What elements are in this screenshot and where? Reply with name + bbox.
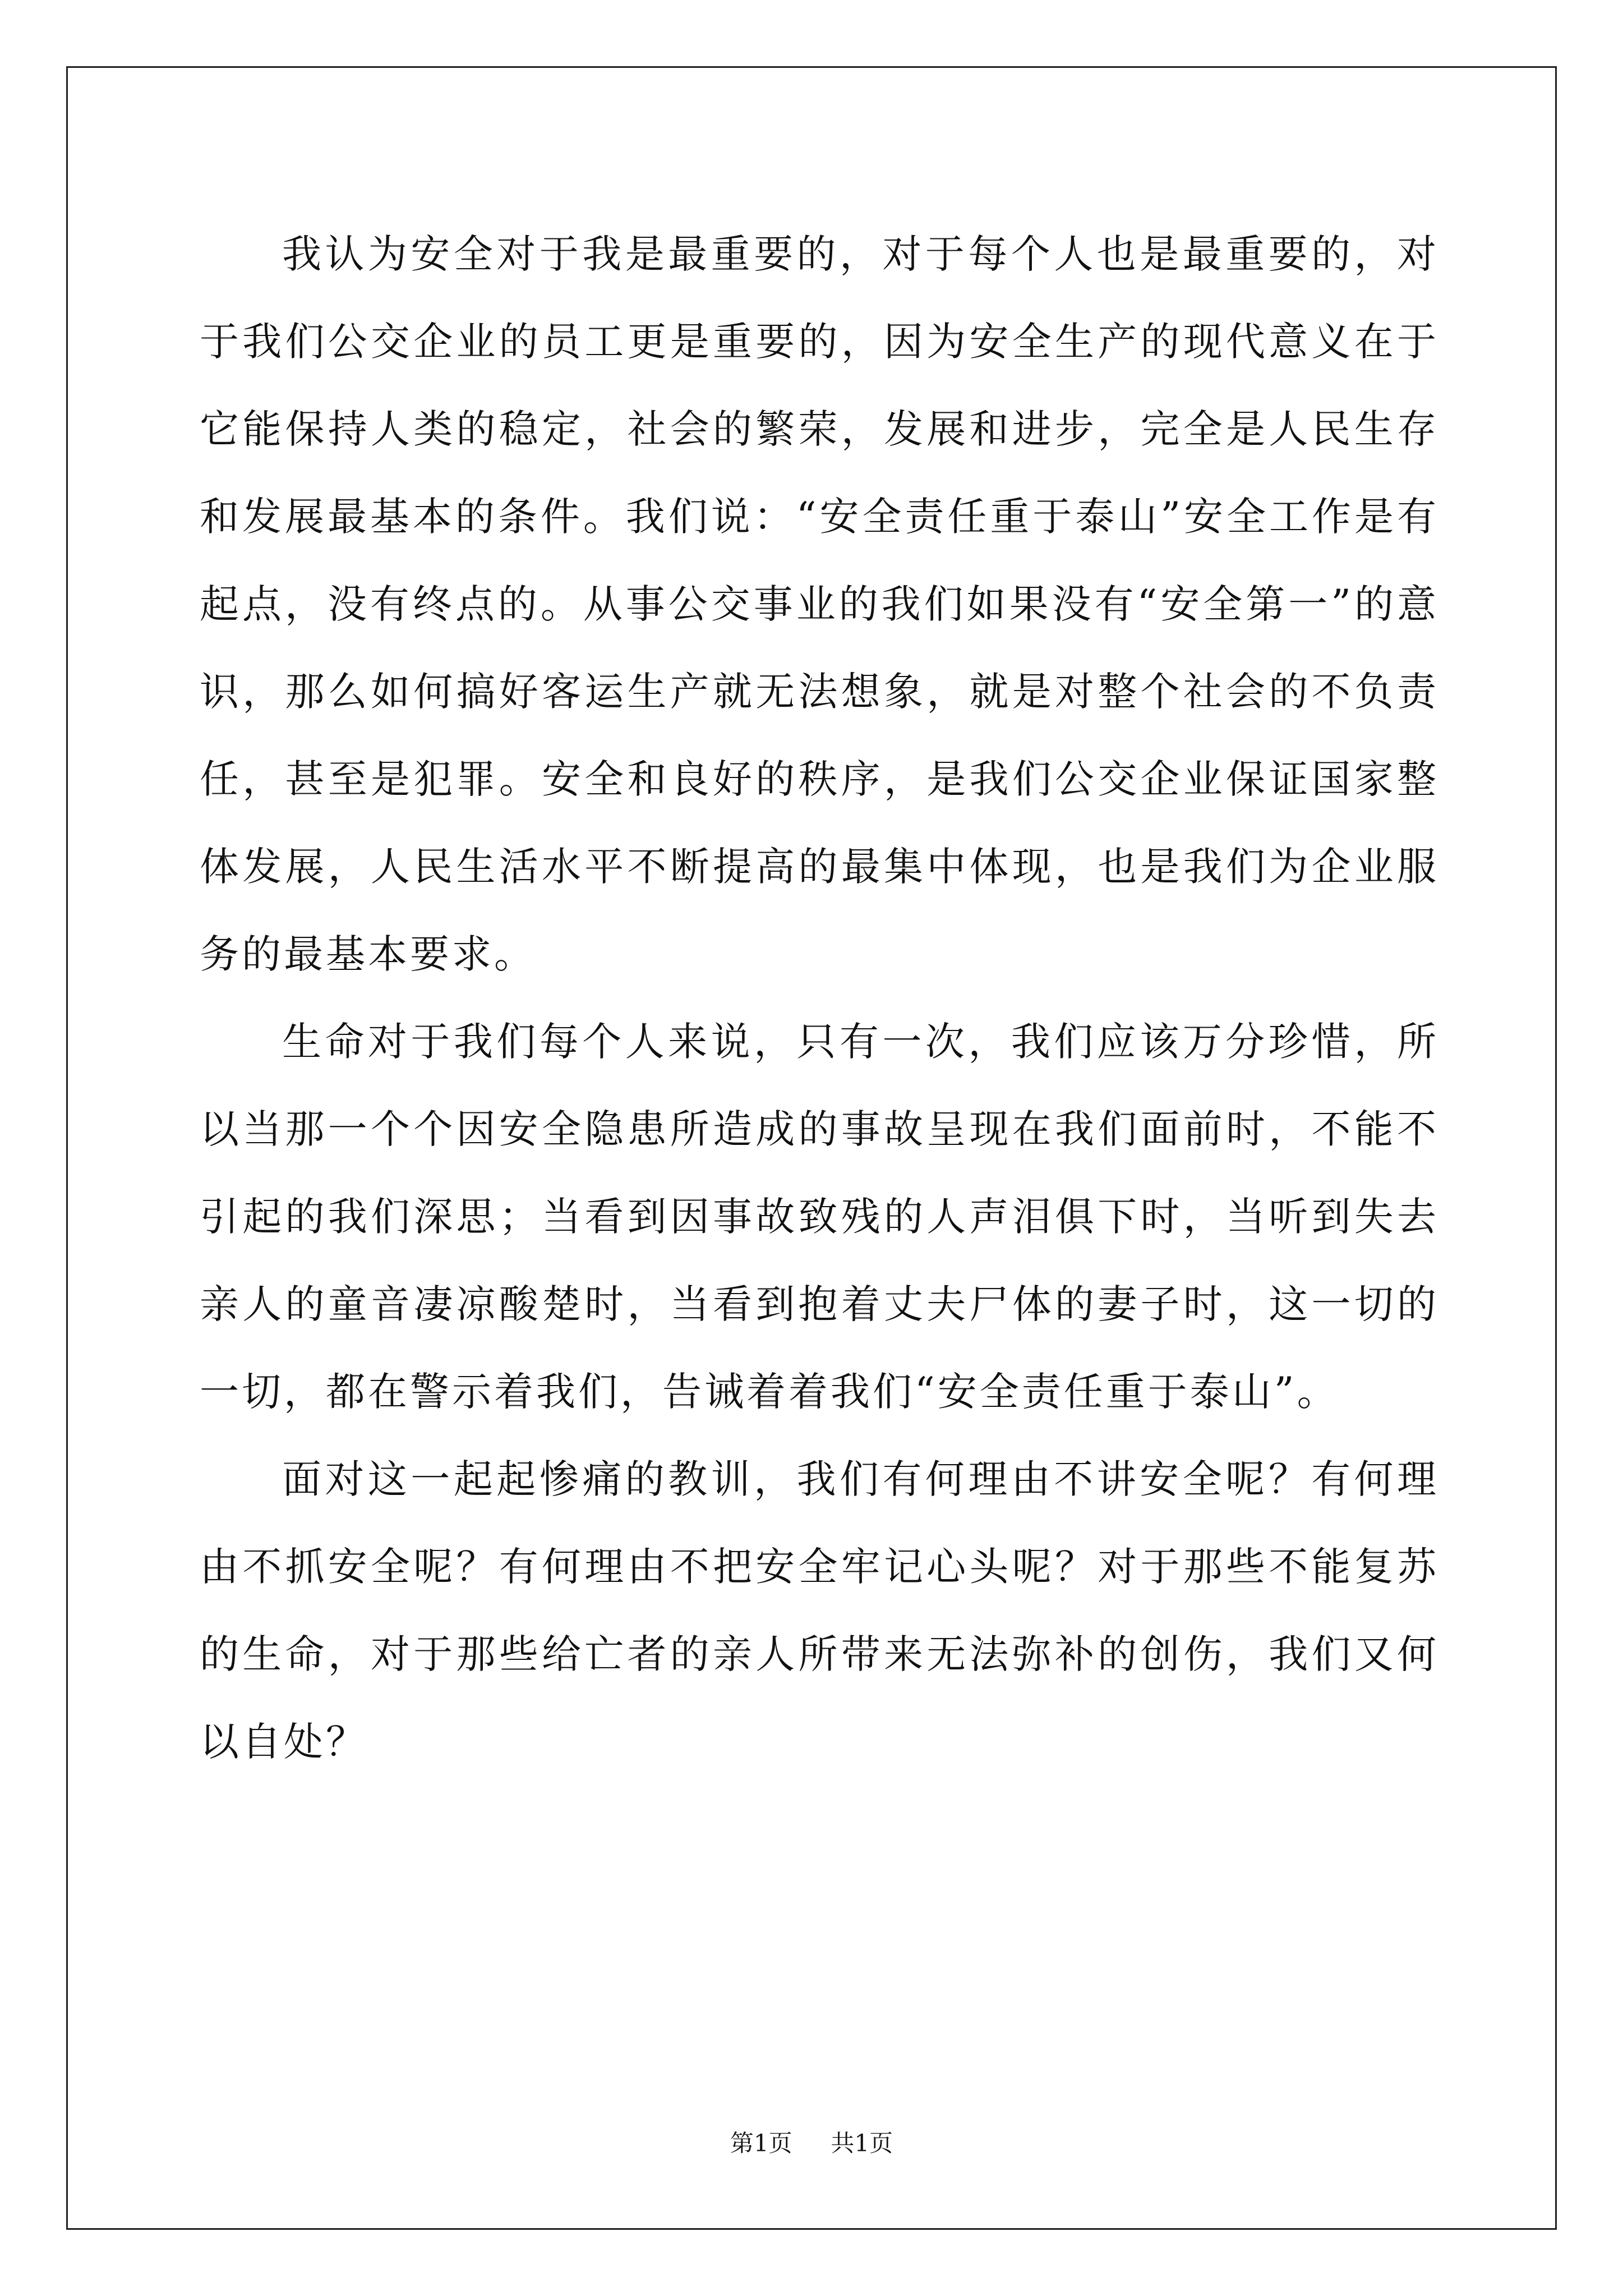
paragraph-3: 面对这一起起惨痛的教训，我们有何理由不讲安全呢？有何理由不抓安全呢？有何理由不把安全牢记心头呢？对于那些不能复苏的生命，对于那些给亡者的亲人所带来无法弥补的创伤，我们又何以自处？ [200,1456,1439,1765]
paragraph-1: 我认为安全对于我是最重要的，对于每个人也是最重要的，对于我们公交企业的员工更是重要的，因为安全生产的现代意义在于它能保持人类的稳定，社会的繁荣，发展和进步，完全是人民生存和发展最基本的条件。我们说：“安全责任重于泰山”安全工作是有起点，没有终点的。从事公交事业的我们如果没有“安全第一”的意识，那么如何搞好客运生产就无法想象，就是对整个社会的不负责任，甚至是犯罪。安全和良好的秩序，是我们公交企业保证国家整体发展，人民生活水平不断提高的最集中体现，也是我们为企业服务的最基本要求。 [200,231,1439,977]
page-number-total: 共1页 [831,2129,893,2157]
page-number-current: 第1页 [730,2129,792,2157]
document-body [200,210,1439,1786]
page-footer [0,2125,1623,2159]
paragraph-2: 生命对于我们每个人来说，只有一次，我们应该万分珍惜，所以当那一个个因安全隐患所造成的事故呈现在我们面前时，不能不引起的我们深思；当看到因事故致残的人声泪俱下时，当听到失去亲人的童音凄凉酸楚时，当看到抱着丈夫尸体的妻子时，这一切的一切，都在警示着我们，告诫着着我们“安全责任重于泰山”。 [200,1019,1439,1415]
